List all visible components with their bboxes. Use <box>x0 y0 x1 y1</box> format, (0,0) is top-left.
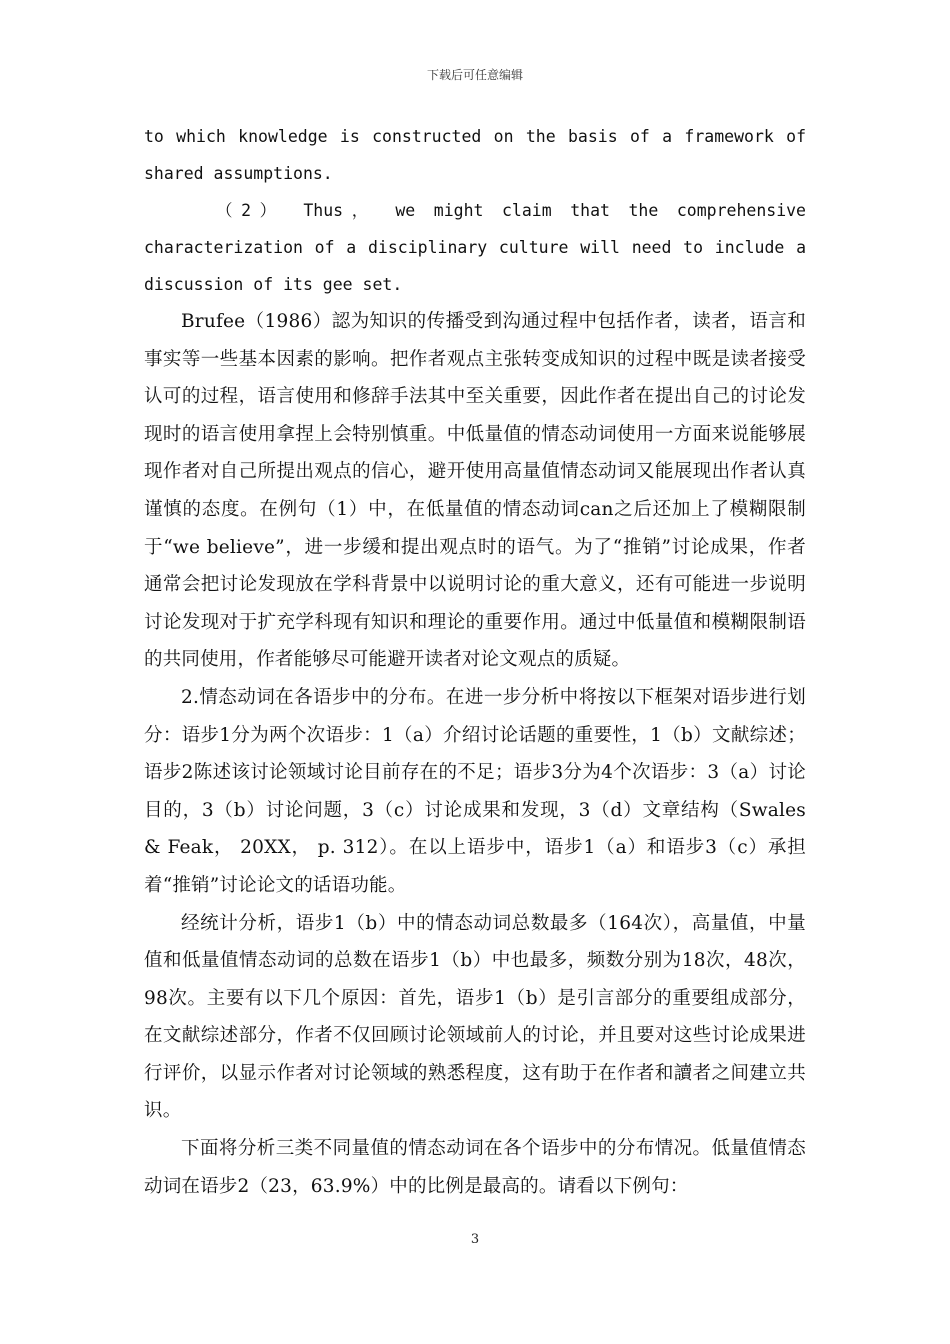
page-header: 下载后可任意编辑 <box>426 68 523 82</box>
page-number: 3 <box>470 1232 480 1247</box>
paragraph-example-2: （2） Thus， we might claim that the comprehensive characterization of a disciplinary culture will need to include a <box>144 201 806 257</box>
paragraph-analysis-intro: 下面将分析三类不同量值的情态动词在各个语步中的分布情况。低量值情态动词在语步2（23，63.9%）中的比例是最高的。请看以下例句： <box>144 1138 806 1197</box>
paragraph-example-2-end: discussion of its gee set. <box>144 275 403 294</box>
document-body <box>144 118 806 1205</box>
paragraph-quote-continuation: to which knowledge is constructed on the basis of a framework of shared assumptions. <box>144 127 806 183</box>
paragraph-brufee: Brufee（1986）認为知识的传播受到沟通过程中包括作者，读者，语言和事实等一些基本因素的影响。把作者观点主张转变成知识的过程中既是读者接受认可的过程，语言使用和修辞手法其中至关重要，因此作者在提出自己的讨论发现时的语言使用拿捏上会特别慎重。中低量值的情态动词使用一方面来说能够展现作者对自己所提出观点的信心，避开使用高量值情态动词又能展现出作者认真谨慎的态度。在例句（1）中，在低量值的情态动词can之后还加上了模糊限制于“we believe”，进一步缓和提出观点时的语气。为了“推销”讨论成果，作者通常会把讨论发现放在学科背景中以说明讨论的重大意义，还有可能进一步说明讨论发现对于扩充学科现有知识和理论的重要作用。通过中低量值和模糊限制语的共同使用，作者能够尽可能避开读者对论文观点的质疑。 <box>144 311 806 671</box>
paragraph-modal-distribution: 2.情态动词在各语步中的分布。在进一步分析中将按以下框架对语步进行划分：语步1分为两个次语步：1（a）介绍讨论话题的重要性，1（b）文献综述；语步2陈述该讨论领域讨论目前存在的不足；语步3分为4个次语步：3（a）讨论目的，3（b）讨论问题，3（c）讨论成果和发现，3（d）文章结构（Swales & Feak， 20XX， p. 312）。在以上语步中，语步1（a）和语步3（c）承担着“推销”讨论论文的话语功能。 <box>144 686 806 896</box>
paragraph-statistics: 经统计分析，语步1（b）中的情态动词总数最多（164次），高量值，中量值和低量值情态动词的总数在语步1（b）中也最多，频数分别为18次，48次，98次。主要有以下几个原因：首先，语步1（b）是引言部分的重要组成部分，在文献综述部分，作者不仅回顾讨论领域前人的讨论，并且要对这些讨论成果进行评价，以显示作者对讨论领域的熟悉程度，这有助于在作者和讀者之间建立共识。 <box>144 912 806 1122</box>
